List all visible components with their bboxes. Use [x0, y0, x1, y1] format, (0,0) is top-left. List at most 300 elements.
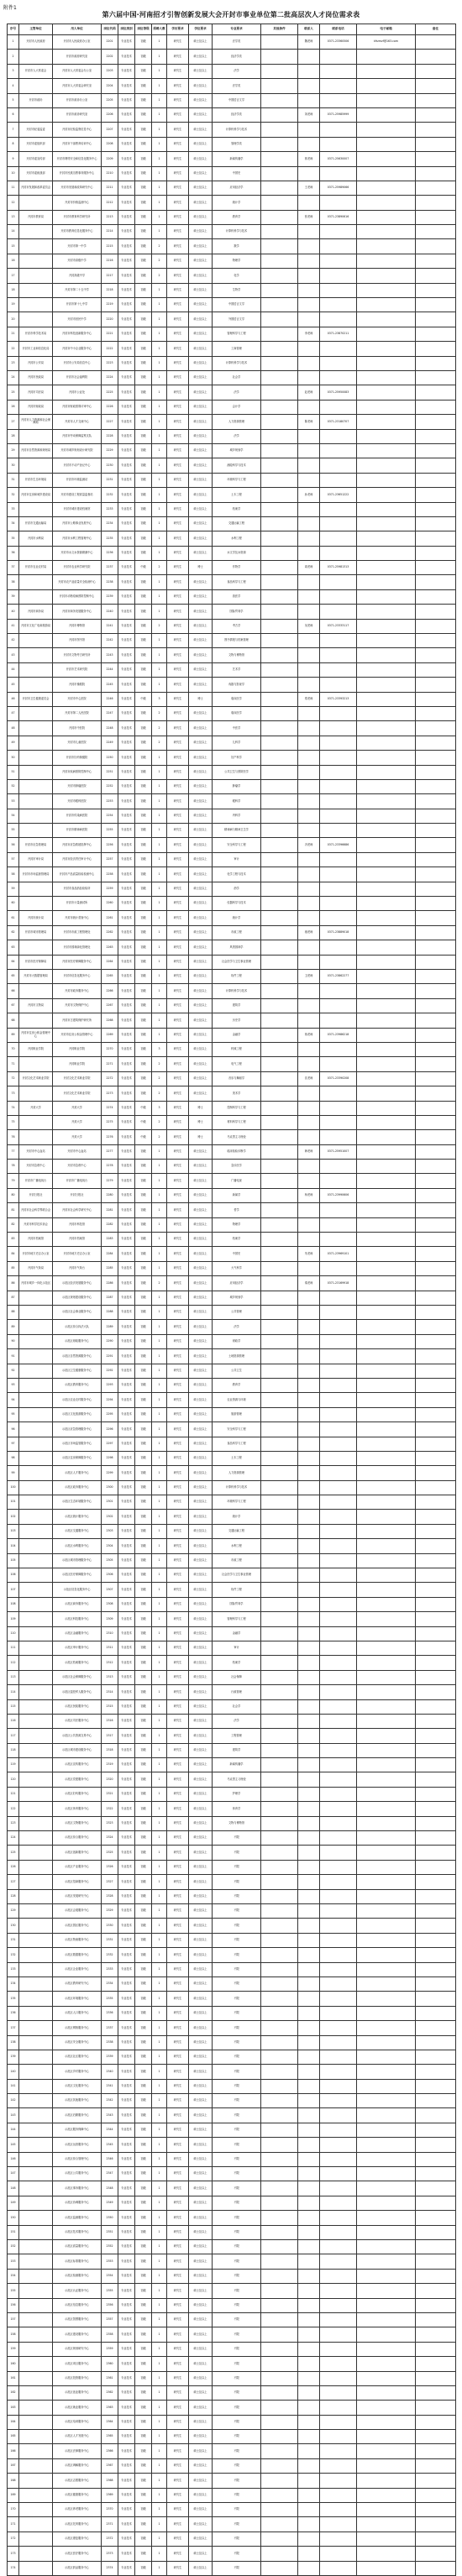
contact-person-cell	[298, 1772, 320, 1787]
column-header: 岗位代码	[102, 24, 118, 35]
post-level-cell: 初级	[135, 1758, 152, 1772]
major-requirement-cell: 社会学	[213, 370, 261, 385]
table-row	[8, 897, 456, 911]
post-code-cell: 2335	[102, 1992, 118, 2006]
employer-unit-cell: 示范区协调服务中心	[53, 2196, 102, 2210]
remarks-cell	[416, 1787, 456, 1801]
supervising-unit-cell	[19, 1115, 53, 1129]
post-category-cell: 专业技术	[118, 970, 135, 984]
post-code-cell: 2264	[102, 955, 118, 969]
major-requirement-cell: 中国史	[213, 166, 261, 181]
other-conditions-cell	[261, 79, 298, 93]
supervising-unit-cell	[19, 1743, 53, 1757]
hire-count-cell: 1	[152, 2342, 167, 2356]
contact-person-cell: 李老师	[298, 327, 320, 341]
employer-unit-cell: 开封大学	[53, 1115, 102, 1129]
contact-phone-cell	[320, 1787, 357, 1801]
contact-person-cell	[298, 1510, 320, 1524]
other-conditions-cell	[261, 1247, 298, 1261]
employer-unit-cell: 开封市眼科医院	[53, 794, 102, 809]
row-number-cell: 19	[8, 298, 19, 312]
supervising-unit-cell	[19, 2239, 53, 2254]
post-category-cell: 专业技术	[118, 370, 135, 385]
contact-phone-cell	[320, 2517, 357, 2531]
table-row	[8, 2065, 456, 2079]
post-code-cell: 2300	[102, 1480, 118, 1495]
degree-requirement-cell: 硕士及以上	[189, 35, 213, 50]
contact-person-cell	[298, 2225, 320, 2239]
contact-phone-cell	[320, 1291, 357, 1305]
contact-phone-cell	[320, 1904, 357, 1919]
contact-phone-cell	[320, 2444, 357, 2458]
supervising-unit-cell: 开封市审计局	[19, 852, 53, 867]
remarks-cell	[416, 2006, 456, 2020]
post-category-cell: 专业技术	[118, 984, 135, 998]
post-category-cell: 专业技术	[118, 1714, 135, 1728]
remarks-cell	[416, 1933, 456, 1947]
contact-person-cell	[298, 911, 320, 925]
table-row	[8, 2458, 456, 2473]
post-code-cell: 2254	[102, 809, 118, 823]
post-code-cell: 2212	[102, 196, 118, 210]
major-requirement-cell: 法学	[213, 1320, 261, 1334]
employer-unit-cell: 开封市不动产登记中心	[53, 458, 102, 473]
contact-email-cell	[357, 692, 416, 706]
post-code-cell: 2247	[102, 706, 118, 720]
contact-phone-cell	[320, 2035, 357, 2050]
employer-unit-cell: 示范区人才服务中心	[53, 1466, 102, 1480]
other-conditions-cell	[261, 678, 298, 692]
major-requirement-cell: 历史学	[213, 1013, 261, 1028]
remarks-cell	[416, 1437, 456, 1451]
degree-requirement-cell: 硕士及以上	[189, 882, 213, 896]
contact-email-cell	[357, 298, 416, 312]
contact-email-cell	[357, 283, 416, 297]
table-row	[8, 2371, 456, 2385]
post-level-cell: 初级	[135, 2050, 152, 2064]
supervising-unit-cell	[19, 575, 53, 589]
hire-count-cell: 1	[152, 2357, 167, 2371]
post-code-cell: 2289	[102, 1320, 118, 1334]
contact-email-cell	[357, 502, 416, 516]
post-category-cell: 专业技术	[118, 1889, 135, 1903]
contact-email-cell	[357, 1086, 416, 1101]
contact-person-cell	[298, 751, 320, 765]
contact-phone-cell	[320, 1174, 357, 1188]
hire-count-cell: 1	[152, 955, 167, 969]
post-category-cell: 专业技术	[118, 736, 135, 750]
other-conditions-cell	[261, 2444, 298, 2458]
hire-count-cell: 1	[152, 2021, 167, 2035]
post-code-cell: 2327	[102, 1875, 118, 1889]
hire-count-cell: 1	[152, 1977, 167, 1991]
remarks-cell	[416, 283, 456, 297]
table-row	[8, 1407, 456, 1422]
education-requirement-cell: 研究生	[167, 2181, 189, 2196]
contact-email-cell	[357, 706, 416, 720]
major-requirement-cell: 市政工程	[213, 925, 261, 940]
major-requirement-cell: 不限	[213, 1904, 261, 1919]
hire-count-cell: 1	[152, 1583, 167, 1597]
major-requirement-cell: 作物学	[213, 561, 261, 575]
post-category-cell: 专业技术	[118, 269, 135, 283]
employer-unit-cell: 开封市政协办公室	[53, 93, 102, 107]
other-conditions-cell	[261, 1802, 298, 1816]
post-category-cell: 专业技术	[118, 488, 135, 502]
post-level-cell: 初级	[135, 1597, 152, 1611]
post-level-cell: 初级	[135, 2094, 152, 2108]
education-requirement-cell: 研究生	[167, 1992, 189, 2006]
hire-count-cell: 1	[152, 2298, 167, 2312]
contact-email-cell: kfsrmzf@163.com	[357, 35, 416, 50]
education-requirement-cell: 研究生	[167, 2006, 189, 2020]
other-conditions-cell	[261, 283, 298, 297]
hire-count-cell: 1	[152, 1714, 167, 1728]
employer-unit-cell: 开封市儿童医院	[53, 736, 102, 750]
contact-person-cell	[298, 2239, 320, 2254]
contact-email-cell	[357, 1276, 416, 1291]
column-header: 专业要求	[213, 24, 261, 35]
contact-phone-cell	[320, 1772, 357, 1787]
contact-person-cell	[298, 1860, 320, 1874]
employer-unit-cell: 开封市市政工程管理处	[53, 925, 102, 940]
post-category-cell: 专业技术	[118, 1130, 135, 1144]
contact-email-cell	[357, 575, 416, 589]
contact-person-cell	[298, 1203, 320, 1217]
major-requirement-cell: 不限	[213, 2123, 261, 2137]
supervising-unit-cell	[19, 1291, 53, 1305]
post-category-cell: 专业技术	[118, 575, 135, 589]
supervising-unit-cell	[19, 1510, 53, 1524]
supervising-unit-cell	[19, 706, 53, 720]
education-requirement-cell: 研究生	[167, 210, 189, 224]
hire-count-cell: 1	[152, 488, 167, 502]
contact-email-cell	[357, 1407, 416, 1422]
major-requirement-cell: 不限	[213, 1831, 261, 1846]
contact-person-cell	[298, 1933, 320, 1947]
post-code-cell: 2203	[102, 64, 118, 78]
other-conditions-cell	[261, 269, 298, 283]
contact-phone-cell	[320, 1816, 357, 1830]
supervising-unit-cell	[19, 2138, 53, 2152]
degree-requirement-cell: 硕士及以上	[189, 370, 213, 385]
table-row	[8, 970, 456, 984]
row-number-cell: 157	[8, 2312, 19, 2327]
post-level-cell: 初级	[135, 809, 152, 823]
education-requirement-cell: 研究生	[167, 794, 189, 809]
hire-count-cell: 1	[152, 1641, 167, 1655]
contact-person-cell	[298, 706, 320, 720]
supervising-unit-cell	[19, 2503, 53, 2517]
post-category-cell: 专业技术	[118, 634, 135, 648]
row-number-cell: 14	[8, 225, 19, 239]
other-conditions-cell	[261, 2371, 298, 2385]
row-number-cell: 117	[8, 1729, 19, 1743]
hire-count-cell: 1	[152, 678, 167, 692]
supervising-unit-cell: 开封市人大常委会	[19, 64, 53, 78]
hire-count-cell: 2	[152, 1071, 167, 1086]
contact-phone-cell	[320, 1393, 357, 1407]
employer-unit-cell: 示范区信息服务中心	[53, 2298, 102, 2312]
post-level-cell: 初级	[135, 2254, 152, 2269]
major-requirement-cell: 临床检验诊断学	[213, 1144, 261, 1159]
major-requirement-cell: 安全科学与工程	[213, 1422, 261, 1437]
row-number-cell: 105	[8, 1553, 19, 1568]
education-requirement-cell: 研究生	[167, 123, 189, 137]
hire-count-cell: 1	[152, 1743, 167, 1757]
contact-email-cell	[357, 1933, 416, 1947]
contact-email-cell	[357, 2065, 416, 2079]
remarks-cell	[416, 2108, 456, 2123]
post-level-cell: 初级	[135, 1729, 152, 1743]
table-row	[8, 721, 456, 736]
contact-email-cell	[357, 1188, 416, 1202]
post-code-cell: 2357	[102, 2312, 118, 2327]
supervising-unit-cell	[19, 1831, 53, 1846]
post-level-cell: 中级	[135, 561, 152, 575]
education-requirement-cell: 研究生	[167, 2415, 189, 2429]
contact-person-cell	[298, 1217, 320, 1232]
employer-unit-cell: 示范区产业服务中心	[53, 1860, 102, 1874]
contact-person-cell	[298, 123, 320, 137]
education-requirement-cell: 研究生	[167, 1495, 189, 1510]
table-row	[8, 2503, 456, 2517]
degree-requirement-cell: 硕士及以上	[189, 2312, 213, 2327]
supervising-unit-cell: 开封市气象局	[19, 1261, 53, 1275]
remarks-cell	[416, 852, 456, 867]
hire-count-cell: 1	[152, 546, 167, 560]
other-conditions-cell	[261, 50, 298, 64]
employer-unit-cell: 示范区其他服务中心	[53, 2094, 102, 2108]
contact-email-cell	[357, 196, 416, 210]
degree-requirement-cell: 硕士及以上	[189, 2371, 213, 2385]
table-row	[8, 1889, 456, 1903]
contact-email-cell	[357, 2108, 416, 2123]
hire-count-cell: 1	[152, 1247, 167, 1261]
other-conditions-cell	[261, 107, 298, 122]
hire-count-cell: 1	[152, 2474, 167, 2488]
row-number-cell: 78	[8, 1160, 19, 1174]
table-row	[8, 429, 456, 443]
other-conditions-cell	[261, 1597, 298, 1611]
remarks-cell	[416, 1919, 456, 1933]
contact-phone-cell	[320, 1626, 357, 1641]
post-category-cell: 专业技术	[118, 2415, 135, 2429]
post-level-cell: 初级	[135, 166, 152, 181]
table-row	[8, 1583, 456, 1597]
major-requirement-cell: 教育学	[213, 210, 261, 224]
post-code-cell: 2244	[102, 662, 118, 677]
post-level-cell: 初级	[135, 210, 152, 224]
row-number-cell: 82	[8, 1217, 19, 1232]
degree-requirement-cell: 硕士及以上	[189, 2239, 213, 2254]
contact-email-cell	[357, 1057, 416, 1071]
post-category-cell: 专业技术	[118, 589, 135, 604]
major-requirement-cell: 公共管理	[213, 1305, 261, 1319]
post-level-cell: 初级	[135, 678, 152, 692]
hire-count-cell: 1	[152, 1407, 167, 1422]
contact-person-cell: 孙老师	[298, 488, 320, 502]
supervising-unit-cell	[19, 2312, 53, 2327]
other-conditions-cell	[261, 1086, 298, 1101]
post-category-cell: 专业技术	[118, 1904, 135, 1919]
post-code-cell: 2297	[102, 1437, 118, 1451]
major-requirement-cell: 不限	[213, 2561, 261, 2575]
table-row	[8, 678, 456, 692]
remarks-cell	[416, 2430, 456, 2444]
post-level-cell: 初级	[135, 1217, 152, 1232]
supervising-unit-cell	[19, 283, 53, 297]
contact-email-cell	[357, 1729, 416, 1743]
major-requirement-cell: 食品科学与工程	[213, 1437, 261, 1451]
supervising-unit-cell: 开封日报社	[19, 1188, 53, 1202]
hire-count-cell: 1	[152, 998, 167, 1013]
hire-count-cell: 1	[152, 35, 167, 50]
post-category-cell: 专业技术	[118, 1071, 135, 1086]
post-code-cell: 2273	[102, 1086, 118, 1101]
education-requirement-cell: 研究生	[167, 327, 189, 341]
row-number-cell: 22	[8, 342, 19, 356]
other-conditions-cell	[261, 970, 298, 984]
other-conditions-cell	[261, 1013, 298, 1028]
major-requirement-cell: 测绘科学与技术	[213, 458, 261, 473]
degree-requirement-cell: 硕士及以上	[189, 1291, 213, 1305]
contact-person-cell	[298, 2385, 320, 2400]
other-conditions-cell	[261, 1028, 298, 1042]
education-requirement-cell: 研究生	[167, 1802, 189, 1816]
contact-person-cell	[298, 370, 320, 385]
table-row	[8, 2385, 456, 2400]
post-category-cell: 专业技术	[118, 2517, 135, 2531]
degree-requirement-cell: 硕士及以上	[189, 1787, 213, 1801]
contact-phone-cell	[320, 50, 357, 64]
remarks-cell	[416, 1334, 456, 1348]
education-requirement-cell: 研究生	[167, 1071, 189, 1086]
education-requirement-cell: 研究生	[167, 1670, 189, 1684]
remarks-cell	[416, 342, 456, 356]
contact-phone-cell	[320, 298, 357, 312]
contact-person-cell: 卫老师	[298, 970, 320, 984]
row-number-cell: 137	[8, 2021, 19, 2035]
other-conditions-cell	[261, 35, 298, 50]
post-category-cell: 专业技术	[118, 1233, 135, 1247]
row-number-cell: 34	[8, 516, 19, 531]
contact-person-cell	[298, 269, 320, 283]
major-requirement-cell: 人力资源管理	[213, 415, 261, 429]
major-requirement-cell: 社会医学与卫生事业管理	[213, 1568, 261, 1583]
row-number-cell: 113	[8, 1670, 19, 1684]
hire-count-cell: 1	[152, 1188, 167, 1202]
education-requirement-cell: 研究生	[167, 2196, 189, 2210]
education-requirement-cell: 研究生	[167, 1101, 189, 1115]
post-category-cell: 专业技术	[118, 1758, 135, 1772]
employer-unit-cell: 开封市第二十五中学	[53, 283, 102, 297]
supervising-unit-cell	[19, 2517, 53, 2531]
education-requirement-cell: 研究生	[167, 1846, 189, 1860]
education-requirement-cell: 研究生	[167, 1962, 189, 1977]
post-code-cell: 2274	[102, 1101, 118, 1115]
post-category-cell: 专业技术	[118, 662, 135, 677]
education-requirement-cell: 研究生	[167, 662, 189, 677]
post-category-cell: 专业技术	[118, 706, 135, 720]
hire-count-cell: 1	[152, 2327, 167, 2342]
supervising-unit-cell	[19, 2342, 53, 2356]
remarks-cell	[416, 2474, 456, 2488]
other-conditions-cell	[261, 605, 298, 619]
table-row	[8, 50, 456, 64]
remarks-cell	[416, 2239, 456, 2254]
remarks-cell	[416, 1729, 456, 1743]
post-code-cell: 2210	[102, 166, 118, 181]
post-code-cell: 2304	[102, 1539, 118, 1553]
employer-unit-cell: 开封市纪检监察信息中心	[53, 123, 102, 137]
post-code-cell: 2307	[102, 1583, 118, 1597]
major-requirement-cell: 不限	[213, 2239, 261, 2254]
other-conditions-cell	[261, 2357, 298, 2371]
supervising-unit-cell: 开封市水利局	[19, 531, 53, 546]
post-level-cell: 初级	[135, 794, 152, 809]
employer-unit-cell: 示范区质量服务中心	[53, 2239, 102, 2254]
other-conditions-cell	[261, 2239, 298, 2254]
post-code-cell: 2326	[102, 1860, 118, 1874]
major-requirement-cell: 应用经济学	[213, 1276, 261, 1291]
post-level-cell: 初级	[135, 1670, 152, 1684]
hire-count-cell: 1	[152, 283, 167, 297]
major-requirement-cell: 数学	[213, 239, 261, 254]
hire-count-cell: 1	[152, 882, 167, 896]
degree-requirement-cell: 硕士及以上	[189, 2531, 213, 2546]
major-requirement-cell: 不限	[213, 1933, 261, 1947]
major-requirement-cell: 不限	[213, 2225, 261, 2239]
degree-requirement-cell: 硕士及以上	[189, 1816, 213, 1830]
contact-person-cell	[298, 298, 320, 312]
contact-email-cell	[357, 2517, 416, 2531]
employer-unit-cell: 示范区综合管理中心	[53, 2152, 102, 2166]
other-conditions-cell	[261, 2430, 298, 2444]
remarks-cell	[416, 662, 456, 677]
post-category-cell: 专业技术	[118, 2298, 135, 2312]
degree-requirement-cell: 硕士及以上	[189, 93, 213, 107]
post-code-cell: 2296	[102, 1422, 118, 1437]
post-level-cell: 初级	[135, 1714, 152, 1728]
degree-requirement-cell: 硕士及以上	[189, 1495, 213, 1510]
remarks-cell	[416, 925, 456, 940]
major-requirement-cell: 不限	[213, 2079, 261, 2093]
row-number-cell: 62	[8, 925, 19, 940]
hire-count-cell: 1	[152, 370, 167, 385]
other-conditions-cell	[261, 2094, 298, 2108]
employer-unit-cell: 示范区事务服务中心	[53, 2181, 102, 2196]
contact-phone-cell: 0371-23651222	[320, 488, 357, 502]
other-conditions-cell	[261, 1217, 298, 1232]
table-row	[8, 123, 456, 137]
employer-unit-cell: 示范区社会保障服务中心	[53, 1670, 102, 1684]
degree-requirement-cell: 硕士及以上	[189, 1480, 213, 1495]
education-requirement-cell: 研究生	[167, 2547, 189, 2561]
hire-count-cell: 1	[152, 2065, 167, 2079]
contact-email-cell	[357, 2211, 416, 2225]
employer-unit-cell: 示范区社会事业服务中心	[53, 1305, 102, 1319]
education-requirement-cell: 研究生	[167, 2298, 189, 2312]
remarks-cell	[416, 1670, 456, 1684]
post-code-cell: 2322	[102, 1802, 118, 1816]
major-requirement-cell: 财政学	[213, 1334, 261, 1348]
other-conditions-cell	[261, 561, 298, 575]
degree-requirement-cell: 硕士及以上	[189, 1758, 213, 1772]
hire-count-cell: 2	[152, 1130, 167, 1144]
education-requirement-cell: 研究生	[167, 897, 189, 911]
contact-email-cell	[357, 1656, 416, 1670]
